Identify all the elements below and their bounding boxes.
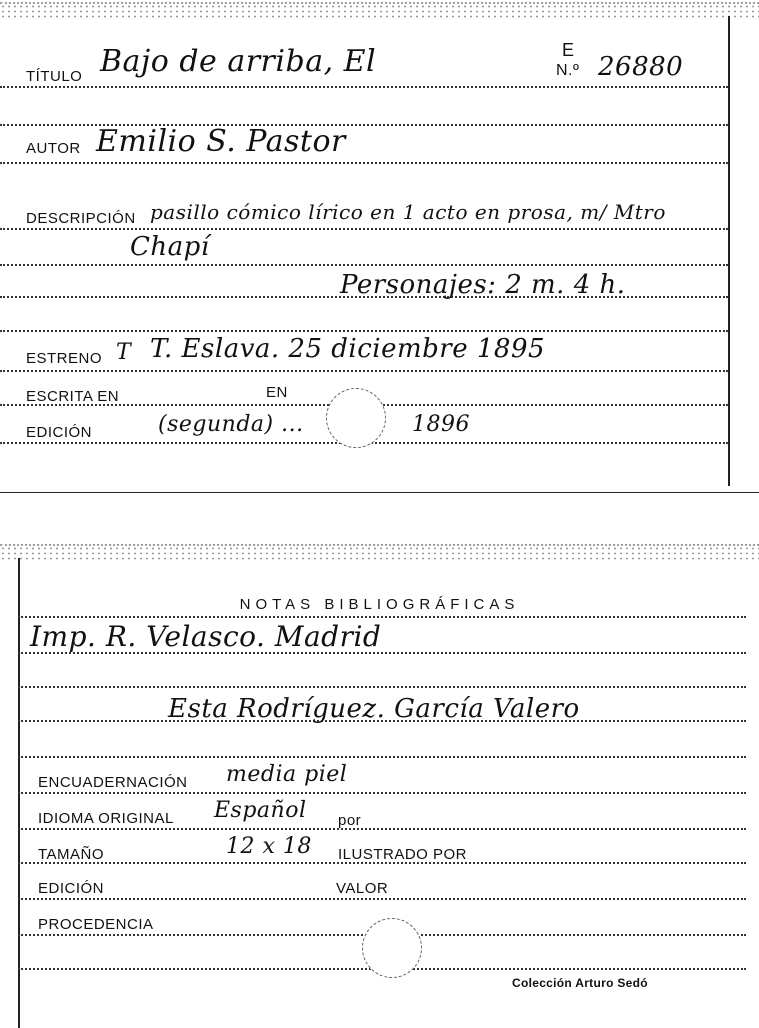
premiere-label: ESTRENO <box>26 350 103 367</box>
notes-heading: NOTAS BIBLIOGRÁFICAS <box>239 596 520 613</box>
rule-line <box>0 86 728 88</box>
rule-line <box>18 616 746 618</box>
rule-line <box>18 792 746 794</box>
premiere-mark: T <box>116 340 132 365</box>
binding-label: ENCUADERNACIÓN <box>38 774 188 791</box>
number-label: N.º <box>556 62 580 79</box>
catalog-card-back <box>0 540 759 1028</box>
card-bottom-edge <box>0 492 759 493</box>
handwritten-binding: media piel <box>226 762 348 787</box>
punch-hole <box>362 918 422 978</box>
card-right-border <box>728 16 730 486</box>
handwritten-title: Bajo de arriba, El <box>100 44 377 79</box>
handwritten-edition-year: 1896 <box>412 412 470 437</box>
rule-line <box>18 756 746 758</box>
rule-line <box>0 330 728 332</box>
handwritten-edition: (segunda) ... <box>158 412 304 437</box>
edition-label: EDICIÓN <box>26 424 93 441</box>
in-label: EN <box>266 384 288 401</box>
catalog-card-front <box>0 0 759 495</box>
author-label: AUTOR <box>26 140 81 157</box>
handwritten-note-1: Imp. R. Velasco. Madrid <box>30 620 382 653</box>
rule-line <box>0 162 728 164</box>
handwritten-author: Emilio S. Pastor <box>96 124 346 159</box>
value-label: VALOR <box>336 880 389 897</box>
rule-line <box>0 228 728 230</box>
punch-hole <box>326 388 386 448</box>
rule-line <box>0 264 728 266</box>
provenance-label: PROCEDENCIA <box>38 916 154 933</box>
rule-line <box>18 898 746 900</box>
illustrated-by-label: ILUSTRADO POR <box>338 846 468 863</box>
series-letter: E <box>562 40 575 60</box>
handwritten-description-line1: pasillo cómico lírico en 1 acto en prosa, m/ Mtro <box>150 200 666 224</box>
card-top-edge <box>0 2 759 18</box>
rule-line <box>18 686 746 688</box>
handwritten-size: 12 x 18 <box>226 834 312 859</box>
card-top-edge <box>0 544 759 560</box>
original-language-label: IDIOMA ORIGINAL <box>38 810 174 827</box>
rule-line <box>18 828 746 830</box>
by-label: por <box>338 812 362 829</box>
handwritten-description-line3: Personajes: 2 m. 4 h. <box>340 270 626 300</box>
collection-footer: Colección Arturo Sedó <box>512 976 648 990</box>
handwritten-note-2: Esta Rodríguez. García Valero <box>168 694 580 724</box>
description-label: DESCRIPCIÓN <box>26 210 136 227</box>
title-label: TÍTULO <box>26 68 83 85</box>
handwritten-premiere: T. Eslava. 25 diciembre 1895 <box>150 334 546 364</box>
handwritten-original-language: Español <box>214 798 307 823</box>
handwritten-number: 26880 <box>598 52 684 82</box>
written-in-label: ESCRITA EN <box>26 388 120 405</box>
size-label: TAMAÑO <box>38 846 105 863</box>
rule-line <box>0 370 728 372</box>
handwritten-description-line2: Chapí <box>130 232 210 262</box>
edition-label: EDICIÓN <box>38 880 105 897</box>
